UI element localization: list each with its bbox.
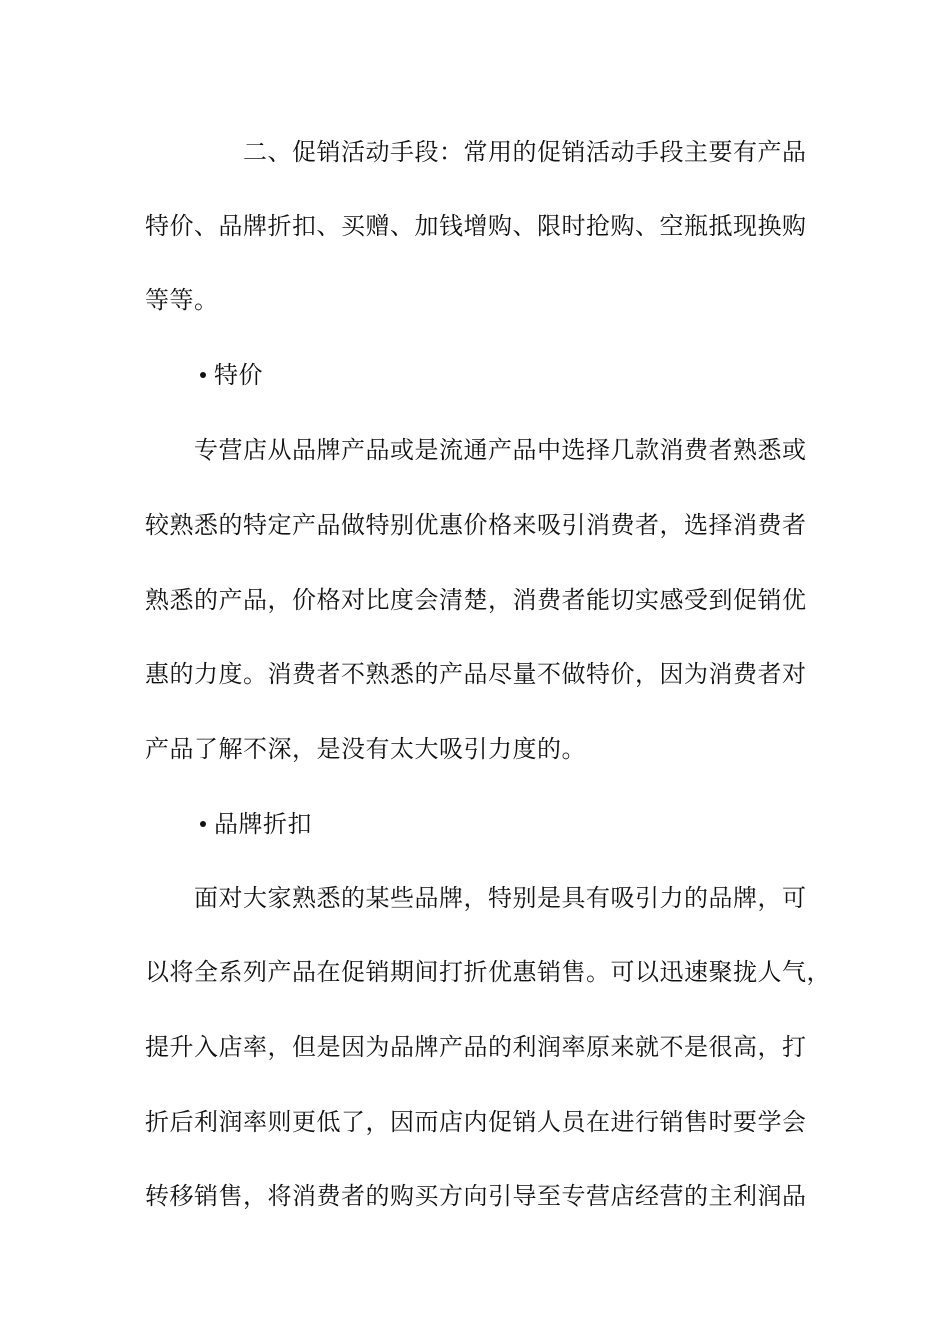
- bullet-icon: [200, 372, 206, 378]
- brand-discount-line-2: 以将全系列产品在促销期间打折优惠销售。可以迅速聚拢人气，: [145, 958, 831, 986]
- bullet-icon: [200, 821, 206, 827]
- special-price-line-1: 专营店从品牌产品或是流通产品中选择几款消费者熟悉或: [194, 436, 807, 464]
- section-heading-brand-discount: [200, 808, 880, 840]
- intro-line-1: 二、促销活动手段：常用的促销活动手段主要有产品: [243, 138, 807, 166]
- section-heading-special-price: [200, 359, 880, 391]
- intro-line-2: 特价、品牌折扣、买赠、加钱增购、限时抢购、空瓶抵现换购: [145, 212, 807, 240]
- heading-text: 特价: [214, 361, 263, 389]
- special-price-line-4: 惠的力度。消费者不熟悉的产品尽量不做特价，因为消费者对: [145, 660, 807, 688]
- special-price-line-2: 较熟悉的特定产品做特别优惠价格来吸引消费者，选择消费者: [145, 511, 807, 539]
- special-price-line-5: 产品了解不深，是没有太大吸引力度的。: [145, 735, 586, 763]
- intro-line-3: 等等。: [145, 286, 219, 314]
- brand-discount-line-3: 提升入店率，但是因为品牌产品的利润率原来就不是很高，打: [145, 1033, 807, 1061]
- brand-discount-line-1: 面对大家熟悉的某些品牌，特别是具有吸引力的品牌，可: [194, 884, 807, 912]
- heading-text: 品牌折扣: [214, 810, 312, 838]
- brand-discount-line-5: 转移销售，将消费者的购买方向引导至专营店经营的主利润品: [145, 1182, 807, 1210]
- special-price-line-3: 熟悉的产品，价格对比度会清楚，消费者能切实感受到促销优: [145, 586, 807, 614]
- brand-discount-line-4: 折后利润率则更低了，因而店内促销人员在进行销售时要学会: [145, 1108, 807, 1136]
